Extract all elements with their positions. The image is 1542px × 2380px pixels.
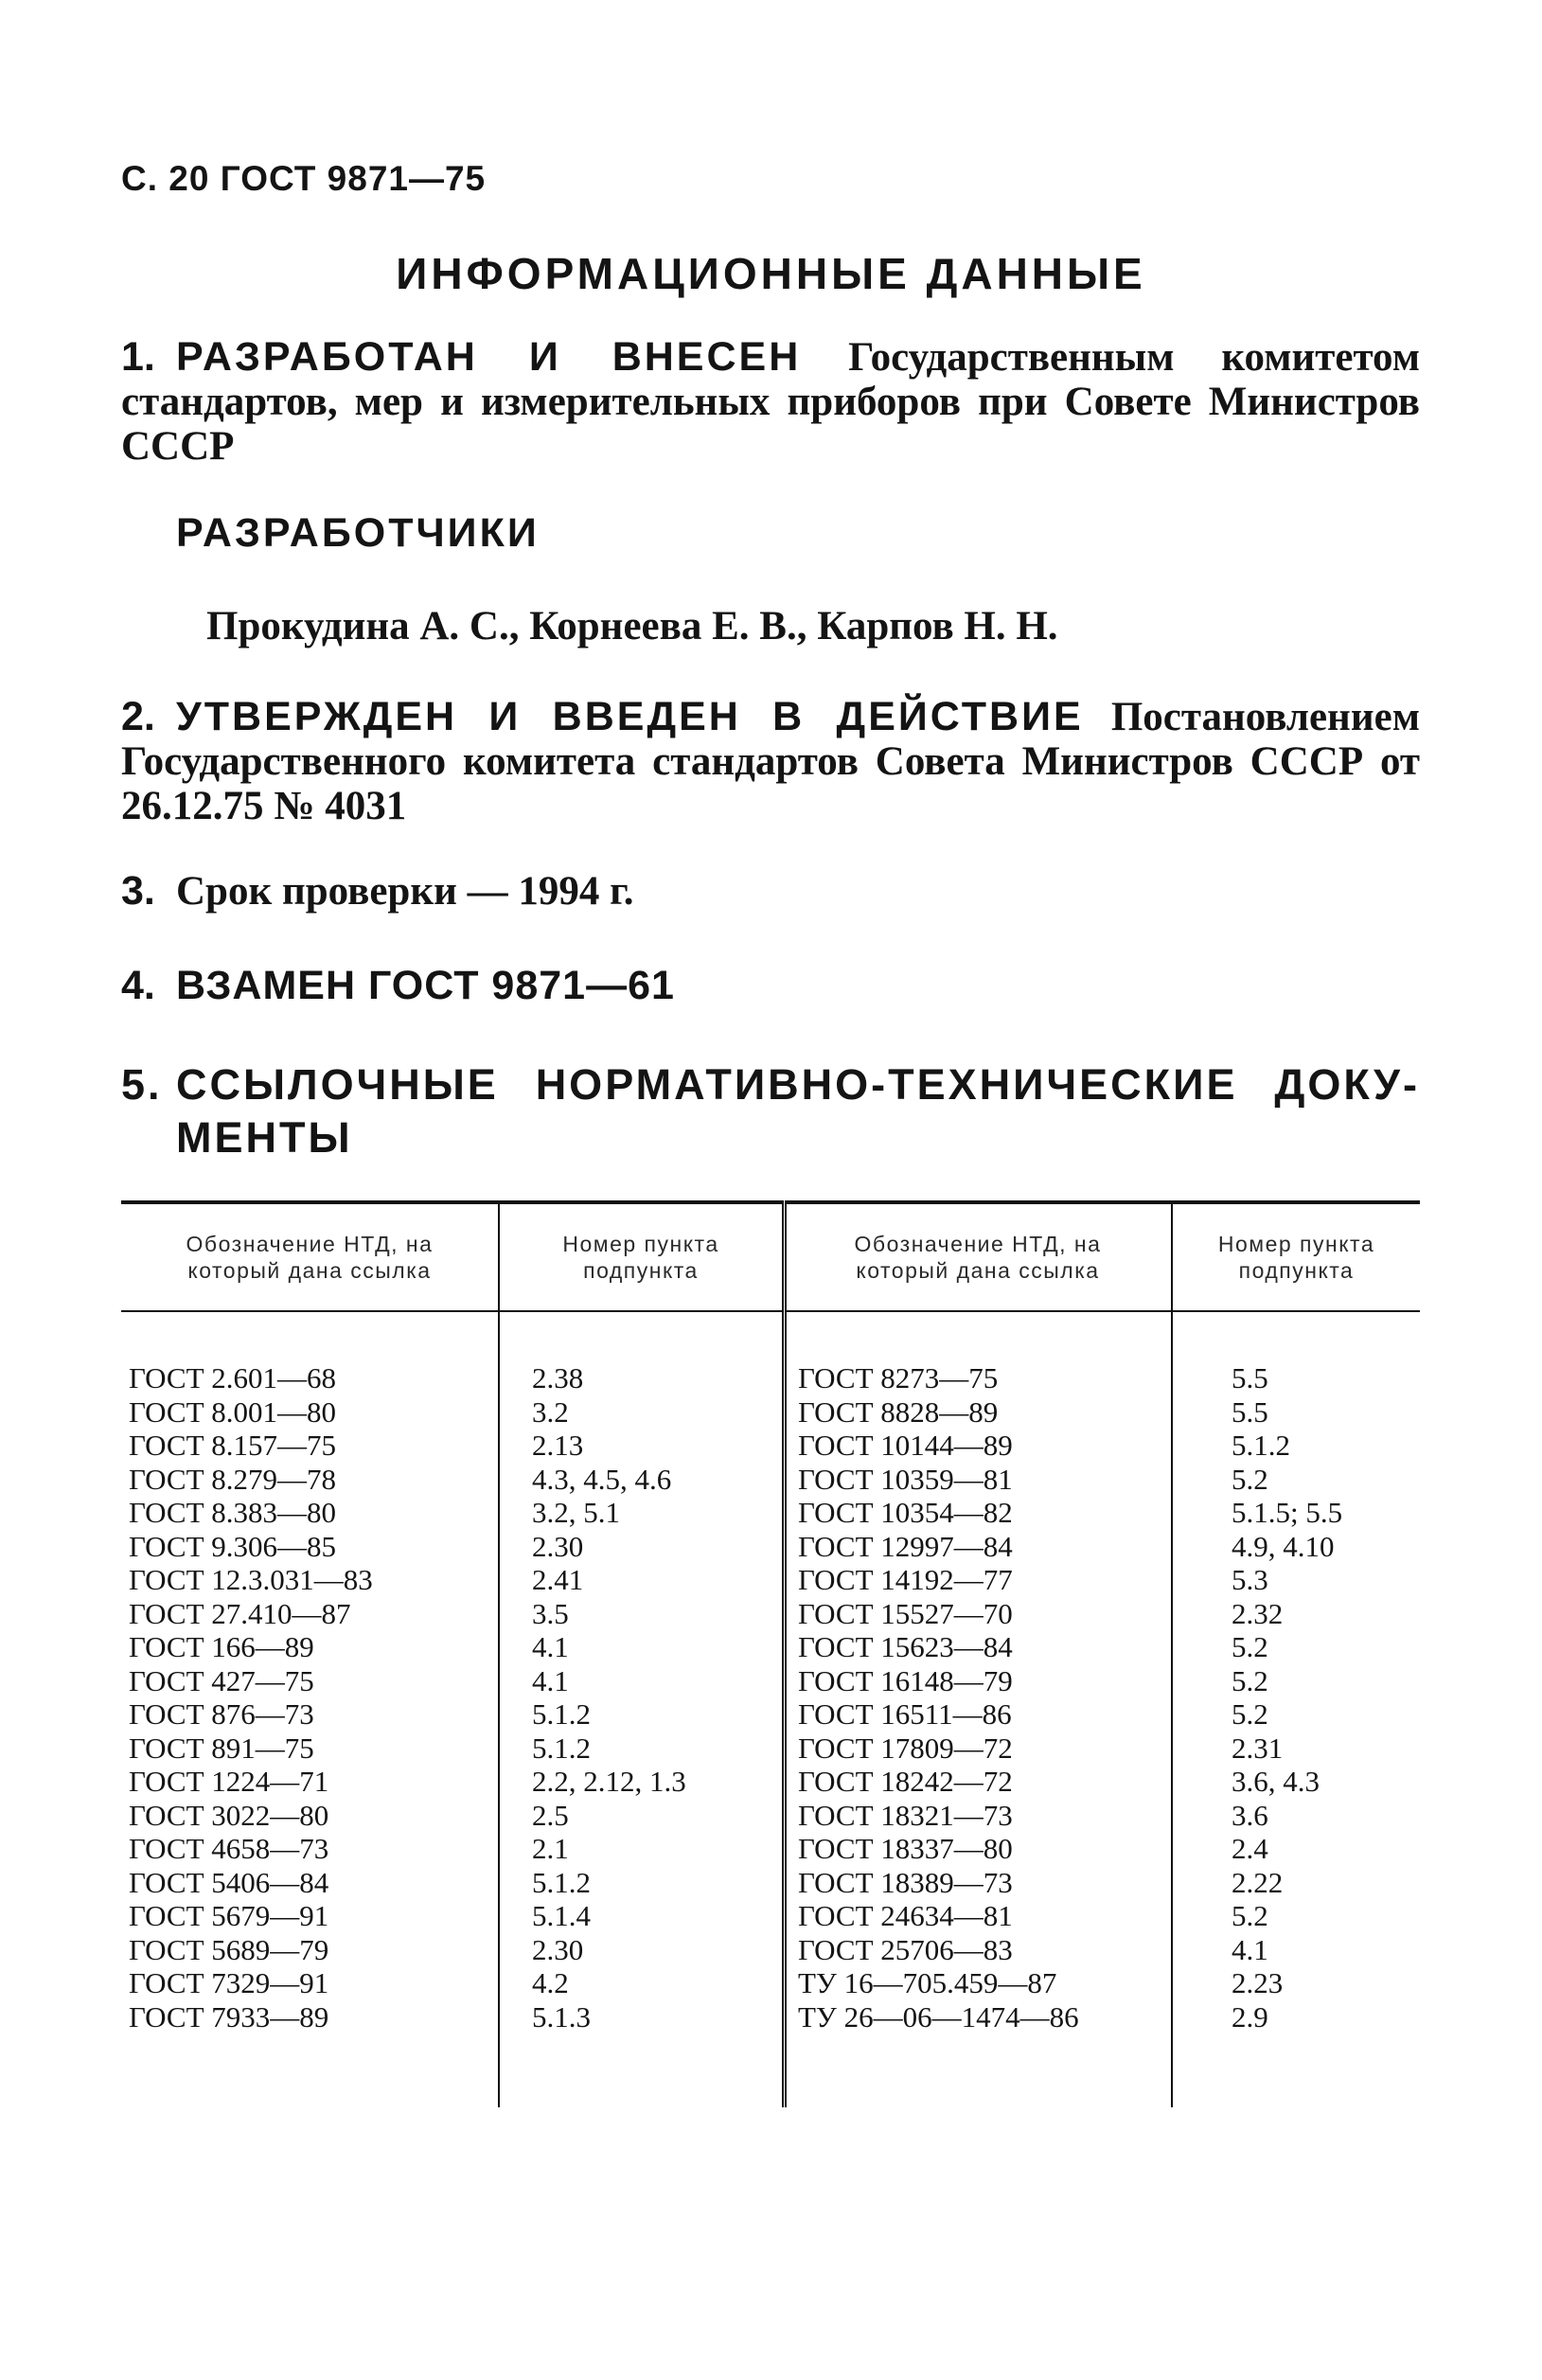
section-2-heading: УТВЕРЖДЕН И ВВЕДЕН В ДЕЙСТВИЕ — [176, 694, 1084, 739]
developers-block — [121, 511, 1420, 556]
ntd-left-cell: ГОСТ 27.410—87 — [121, 1597, 499, 1631]
table-header-row — [121, 1202, 1420, 1311]
table-row — [121, 1395, 1420, 1430]
section-1-text: Государственным комитетом стандартов, мер и измерительных приборов при Совете Министров СССР — [121, 335, 1421, 469]
ntd-right-cell: ТУ 16—705.459—87 — [785, 1966, 1173, 2000]
ntd-left-cell: ГОСТ 891—75 — [121, 1732, 499, 1766]
developers-names-block — [121, 604, 1420, 648]
section-4-text: ВЗАМЕН ГОСТ 9871—61 — [176, 963, 675, 1008]
ntd-right-cell: ГОСТ 8273—75 — [785, 1361, 1173, 1395]
ntd-right-cell: ГОСТ 15623—84 — [785, 1630, 1173, 1664]
item-left-cell: 3.2 — [499, 1395, 785, 1430]
item-left-cell: 5.1.2 — [499, 1732, 785, 1766]
item-right-cell: 5.5 — [1232, 1394, 1268, 1429]
ntd-right-cell: ГОСТ 18337—80 — [785, 1832, 1173, 1866]
table-row — [121, 1664, 1420, 1698]
item-left-cell: 2.30 — [499, 1530, 785, 1564]
item-left-cell: 5.1.2 — [499, 1866, 785, 1900]
item-left-cell: 4.1 — [499, 1630, 785, 1664]
item-left-cell: 4.2 — [499, 1966, 785, 2000]
ntd-right-cell: ТУ 26—06—1474—86 — [785, 2000, 1173, 2034]
item-left-cell: 4.3, 4.5, 4.6 — [499, 1463, 785, 1497]
item-right-cell: 2.9 — [1232, 1999, 1268, 2034]
table-row — [121, 1933, 1420, 1967]
header-ntd-left: Обозначение НТД, на который дана ссылка — [121, 1202, 499, 1311]
item-right-cell: 4.9, 4.10 — [1232, 1529, 1335, 1563]
table-row — [121, 1799, 1420, 1833]
ntd-right-cell: ГОСТ 17809—72 — [785, 1732, 1173, 1766]
item-left-cell: 2.2, 2.12, 1.3 — [499, 1765, 785, 1799]
ntd-left-cell: ГОСТ 7933—89 — [121, 2000, 499, 2034]
ntd-left-cell: ГОСТ 8.279—78 — [121, 1463, 499, 1497]
ntd-left-cell: ГОСТ 4658—73 — [121, 1832, 499, 1866]
item-left-cell: 4.1 — [499, 1664, 785, 1698]
header-item-left: Номер пункта подпункта — [499, 1202, 785, 1311]
table-row — [121, 1597, 1420, 1631]
item-right-cell: 2.32 — [1232, 1596, 1284, 1630]
ntd-right-cell: ГОСТ 10354—82 — [785, 1496, 1173, 1530]
item-left-cell: 2.38 — [499, 1361, 785, 1395]
ntd-left-cell: ГОСТ 7329—91 — [121, 1966, 499, 2000]
table-row — [121, 1361, 1420, 1395]
table-row — [121, 1496, 1420, 1530]
item-left-cell: 5.1.3 — [499, 2000, 785, 2034]
section-2-text: Постановлением Государственного комитета стандартов Совета Министров СССР от 26.12.75 № 4031 — [121, 695, 1420, 828]
ntd-left-cell: ГОСТ 8.001—80 — [121, 1395, 499, 1430]
item-right-cell: 5.1.2 — [1232, 1429, 1290, 1462]
table-row — [121, 1463, 1420, 1497]
developers-heading: РАЗРАБОТЧИКИ — [176, 510, 540, 556]
ntd-right-cell: ГОСТ 18321—73 — [785, 1799, 1173, 1833]
item-left-cell: 2.30 — [499, 1933, 785, 1967]
table-row — [121, 2000, 1420, 2034]
ntd-left-cell: ГОСТ 5689—79 — [121, 1933, 499, 1967]
item-right-cell: 2.22 — [1232, 1865, 1284, 1899]
table-row — [121, 1630, 1420, 1664]
table-row — [121, 1866, 1420, 1900]
section-1-number: 1. — [121, 334, 155, 380]
item-right-cell: 3.6, 4.3 — [1232, 1765, 1320, 1798]
section-5-word-3: ДОКУ- — [1274, 1060, 1420, 1109]
ntd-left-cell: ГОСТ 8.383—80 — [121, 1496, 499, 1530]
item-right-cell: 5.5 — [1232, 1361, 1268, 1394]
header-ntd-right: Обозначение НТД, на который дана ссылка — [785, 1202, 1173, 1311]
section-3 — [121, 869, 1420, 914]
item-right-cell: 5.3 — [1232, 1563, 1268, 1596]
section-5-heading-line-2: МЕНТЫ — [176, 1113, 353, 1162]
item-right-cell: 3.6 — [1232, 1798, 1268, 1832]
ntd-left-cell: ГОСТ 166—89 — [121, 1630, 499, 1664]
item-left-cell: 2.1 — [499, 1832, 785, 1866]
section-1-heading: РАЗРАБОТАН И ВНЕСЕН — [176, 334, 802, 380]
section-5-word-2: НОРМАТИВНО-ТЕХНИЧЕСКИЕ — [535, 1060, 1238, 1109]
item-right-cell: 2.23 — [1232, 1966, 1284, 1999]
ntd-right-cell: ГОСТ 24634—81 — [785, 1899, 1173, 1933]
item-right-cell: 4.1 — [1232, 1932, 1268, 1966]
item-left-cell: 2.41 — [499, 1563, 785, 1597]
item-left-cell: 5.1.4 — [499, 1899, 785, 1933]
ntd-right-cell: ГОСТ 15527—70 — [785, 1597, 1173, 1631]
ntd-left-cell: ГОСТ 2.601—68 — [121, 1361, 499, 1395]
item-right-cell: 5.2 — [1232, 1697, 1268, 1731]
item-right-cell: 5.2 — [1232, 1462, 1268, 1496]
references-table — [121, 1200, 1420, 2107]
section-1 — [121, 335, 1420, 469]
ntd-right-cell: ГОСТ 12997—84 — [785, 1530, 1173, 1564]
table-row — [121, 1429, 1420, 1463]
ntd-left-cell: ГОСТ 3022—80 — [121, 1799, 499, 1833]
ntd-left-cell: ГОСТ 427—75 — [121, 1664, 499, 1698]
ntd-left-cell: ГОСТ 5679—91 — [121, 1899, 499, 1933]
item-left-cell: 2.13 — [499, 1429, 785, 1463]
developers-names: Прокудина А. С., Корнеева Е. В., Карпов Н. Н. — [206, 604, 1058, 648]
item-left-cell: 2.5 — [499, 1799, 785, 1833]
ntd-right-cell: ГОСТ 16511—86 — [785, 1697, 1173, 1732]
item-right-cell: 5.2 — [1232, 1663, 1268, 1697]
section-5-heading — [121, 1058, 1420, 1164]
table-row — [121, 1899, 1420, 1933]
page-header: С. 20 ГОСТ 9871—75 — [121, 159, 487, 198]
item-right-cell: 5.2 — [1232, 1899, 1268, 1932]
section-4-number: 4. — [121, 963, 155, 1008]
table-row — [121, 1765, 1420, 1799]
table-spacer-row — [121, 1311, 1420, 1361]
ntd-left-cell: ГОСТ 8.157—75 — [121, 1429, 499, 1463]
ntd-right-cell: ГОСТ 16148—79 — [785, 1664, 1173, 1698]
table-row — [121, 1966, 1420, 2000]
ntd-left-cell: ГОСТ 5406—84 — [121, 1866, 499, 1900]
ntd-right-cell: ГОСТ 14192—77 — [785, 1563, 1173, 1597]
ntd-right-cell: ГОСТ 25706—83 — [785, 1933, 1173, 1967]
ntd-right-cell: ГОСТ 18389—73 — [785, 1866, 1173, 1900]
table-row — [121, 1530, 1420, 1564]
item-left-cell: 3.5 — [499, 1597, 785, 1631]
table-row — [121, 1563, 1420, 1597]
item-right-cell: 2.31 — [1232, 1731, 1284, 1765]
references-table-body — [121, 1311, 1420, 2107]
table-row — [121, 1832, 1420, 1866]
header-item-right: Номер пункта подпункта — [1172, 1202, 1420, 1311]
item-right-cell: 5.2 — [1232, 1630, 1268, 1663]
table-row — [121, 1697, 1420, 1732]
page-title: ИНФОРМАЦИОННЫЕ ДАННЫЕ — [396, 249, 1146, 298]
section-3-text: Срок проверки — 1994 г. — [176, 869, 634, 914]
ntd-right-cell: ГОСТ 18242—72 — [785, 1765, 1173, 1799]
section-2-number: 2. — [121, 694, 155, 739]
item-right-cell: 5.1.5; 5.5 — [1232, 1496, 1343, 1529]
section-4 — [121, 964, 1420, 1008]
ntd-right-cell: ГОСТ 10359—81 — [785, 1463, 1173, 1497]
item-left-cell: 5.1.2 — [499, 1697, 785, 1732]
item-left-cell: 3.2, 5.1 — [499, 1496, 785, 1530]
section-2 — [121, 695, 1420, 828]
section-3-number: 3. — [121, 868, 155, 914]
section-5-number: 5. — [121, 1060, 163, 1109]
ntd-right-cell: ГОСТ 8828—89 — [785, 1395, 1173, 1430]
table-row — [121, 1732, 1420, 1766]
ntd-left-cell: ГОСТ 1224—71 — [121, 1765, 499, 1799]
ntd-left-cell: ГОСТ 12.3.031—83 — [121, 1563, 499, 1597]
section-5-word-1: ССЫЛОЧНЫЕ — [176, 1060, 499, 1109]
table-filler-row — [121, 2034, 1420, 2107]
ntd-left-cell: ГОСТ 876—73 — [121, 1697, 499, 1732]
ntd-left-cell: ГОСТ 9.306—85 — [121, 1530, 499, 1564]
item-right-cell: 2.4 — [1232, 1832, 1268, 1865]
ntd-right-cell: ГОСТ 10144—89 — [785, 1429, 1173, 1463]
